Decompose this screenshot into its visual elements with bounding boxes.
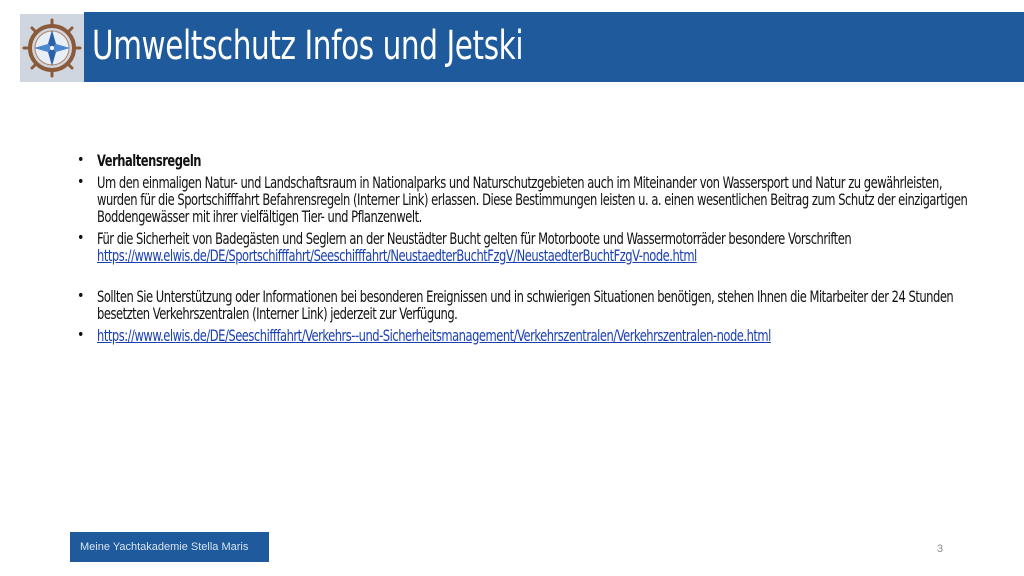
bullet-text: • Verhaltensregeln <box>97 151 202 170</box>
bullet-text: Für die Sicherheit von Badegästen und Seglern an der Neustädter Bucht gelten für Motorboote und Wassermotorräder besondere Vorschriften <box>97 229 852 248</box>
page-title: Umweltschutz Infos und Jetski <box>92 23 524 69</box>
neustaedter-bucht-link[interactable]: https://www.elwis.de/DE/Sportschifffahrt/Seeschifffahrt/NeustaedterBuchtFzgV/NeustaedterBuchtFzgV-node.html <box>97 246 697 265</box>
list-item <box>74 174 974 225</box>
bullet-text: • Sollten Sie Unterstützung oder Informationen bei besonderen Ereignissen und in schwierigen Situationen benötigen, stehen Ihnen die Mitarbeiter der 24 Stunden besetzten Verkehrszentralen (Interner Link) jederzeit zur Verfügung. <box>97 287 954 323</box>
list-item <box>74 288 974 322</box>
verkehrszentralen-link[interactable]: https://www.elwis.de/DE/Seeschifffahrt/Verkehrs--und-Sicherheitsmanagement/Verkehrszentralen/Verkehrszentralen-node.html <box>97 326 771 345</box>
footer-banner <box>70 532 269 562</box>
page-number: 3 <box>936 543 944 555</box>
list-item <box>74 327 974 344</box>
list-item <box>74 230 974 264</box>
bullet-list <box>74 152 974 344</box>
title-bar <box>84 12 1024 82</box>
bullet-content <box>97 230 974 264</box>
list-item <box>74 152 974 169</box>
logo <box>20 14 84 82</box>
bullet-text: • Um den einmaligen Natur- und Landschaftsraum in Nationalparks und Naturschutzgebieten auch im Miteinander von Wassersport und Natur zu gewährleisten, wurden für die Sportschifffahrt Befahrensregeln (Interner Link) erlassen. Diese Bestimmungen leisten u. a. einen wesentlichen Beitrag zum Schutz der einzigartigen Boddengewässer mit ihrer vielfältigen Tier- und Pflanzenwelt. <box>97 173 968 226</box>
bullet-content <box>97 327 974 344</box>
compass-rose-logo-icon <box>20 14 84 82</box>
footer-label: Meine Yachtakademie Stella Maris <box>80 541 249 553</box>
